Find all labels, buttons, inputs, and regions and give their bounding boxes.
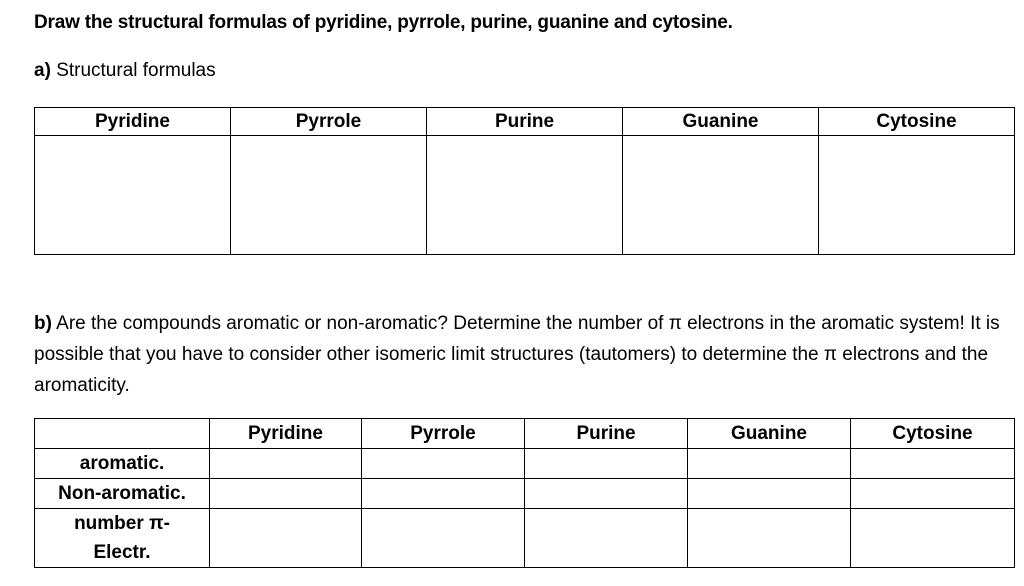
drawing-cell-guanine[interactable] [623,136,819,255]
part-a-text: Structural formulas [56,60,216,81]
answer-cell[interactable] [688,509,851,568]
part-a-label: a) [34,60,51,81]
row-label-pi-electrons: number π- Electr. [35,509,210,568]
part-a-heading [34,60,216,82]
column-header-pyrrole: Pyrrole [362,419,525,449]
drawing-row [35,136,1015,255]
answer-cell[interactable] [851,479,1015,509]
answer-cell[interactable] [362,449,525,479]
answer-cell[interactable] [688,479,851,509]
drawing-cell-purine[interactable] [427,136,623,255]
column-header-guanine: Guanine [623,108,819,136]
table-row [35,509,1015,568]
answer-cell[interactable] [851,449,1015,479]
drawing-cell-cytosine[interactable] [819,136,1015,255]
structural-formulas-table [34,107,1015,255]
table-row [35,479,1015,509]
answer-cell[interactable] [525,509,688,568]
page-title: Draw the structural formulas of pyridine, pyrrole, purine, guanine and cytosine. [34,12,733,33]
answer-cell[interactable] [210,479,362,509]
column-header-pyrrole: Pyrrole [231,108,427,136]
drawing-cell-pyridine[interactable] [35,136,231,255]
column-header-cytosine: Cytosine [851,419,1015,449]
column-header-purine: Purine [427,108,623,136]
column-header-purine: Purine [525,419,688,449]
answer-cell[interactable] [688,449,851,479]
answer-cell[interactable] [210,509,362,568]
aromaticity-table [34,418,1015,568]
column-header-cytosine: Cytosine [819,108,1015,136]
column-header-guanine: Guanine [688,419,851,449]
row-label-aromatic: aromatic. [35,449,210,479]
table-row [35,449,1015,479]
answer-cell[interactable] [851,509,1015,568]
column-header-pyridine: Pyridine [210,419,362,449]
row-label-non-aromatic: Non-aromatic. [35,479,210,509]
answer-cell[interactable] [362,479,525,509]
part-b-text: Are the compounds aromatic or non-aromatic? Determine the number of π electrons in the aromatic system! It is possible that you have to consider other isomeric limit structures (tautomers) to determine the π electrons and the aromaticity. [34,313,1000,396]
column-header-empty [35,419,210,449]
column-header-pyridine: Pyridine [35,108,231,136]
answer-cell[interactable] [362,509,525,568]
answer-cell[interactable] [525,479,688,509]
table-header-row [35,419,1015,449]
answer-cell[interactable] [210,449,362,479]
table-header-row [35,108,1015,136]
part-b-paragraph [34,308,1014,401]
drawing-cell-pyrrole[interactable] [231,136,427,255]
part-b-label: b) [34,313,52,334]
answer-cell[interactable] [525,449,688,479]
